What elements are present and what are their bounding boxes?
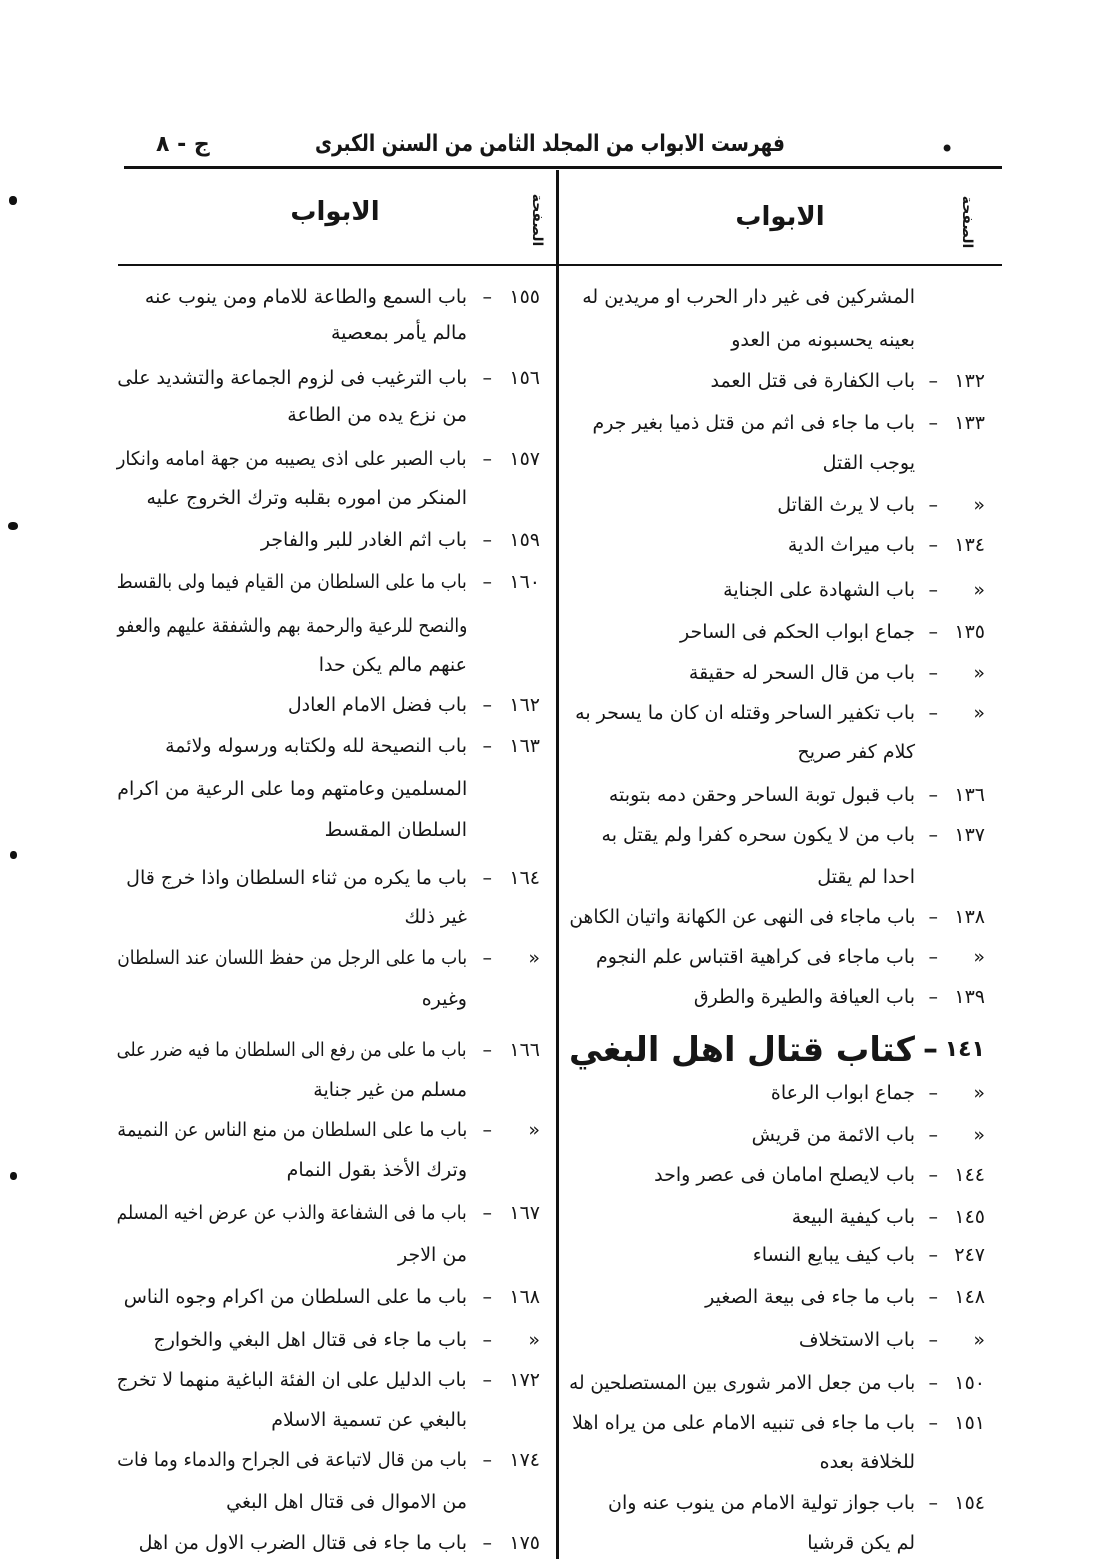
entry-title: مسلم من غير جناية	[313, 1079, 467, 1101]
page-number: ١٣٥	[954, 621, 985, 643]
entry-dash: –	[928, 702, 938, 724]
page-number: ١٥٧	[509, 448, 540, 470]
entry-title: باب تكفير الساحر وقتله ان كان ما يسحر به	[575, 702, 915, 724]
column-heading-left: الابواب	[290, 197, 380, 227]
entry-title: باب ميراث الدية	[787, 534, 915, 556]
entry-dash: –	[482, 529, 492, 551]
entry-dash: –	[928, 824, 938, 846]
same-page-mark: «	[973, 494, 985, 516]
entry-title: باب ما جاء فى بيعة الصغير	[705, 1286, 915, 1308]
continuation-row	[100, 1405, 555, 1435]
entry-dash: –	[482, 1119, 492, 1141]
continuation-row	[100, 318, 555, 348]
chapter-row	[100, 1035, 555, 1065]
entry-title: باب كيفية البيعة	[791, 1206, 915, 1228]
entry-dash: –	[482, 1532, 492, 1554]
entry-title: يوجب القتل	[822, 452, 915, 474]
entry-title: عنهم مالم يكن حدا	[318, 654, 467, 676]
entry-title: باب الكفارة فى قتل العمد	[710, 370, 915, 392]
page-number: ١٥١	[954, 1412, 985, 1434]
header-bullet: •	[940, 135, 955, 163]
page-number: ١٦٨	[509, 1286, 540, 1308]
entry-dash: –	[928, 370, 938, 392]
entry-title: باب ما جاء فى قتال الضرب الاول من اهل	[138, 1532, 467, 1554]
chapter-row	[100, 1445, 555, 1475]
page-title: فهرست الابواب من المجلد الثامن من السنن الكبرى	[315, 131, 786, 157]
entry-dash: –	[482, 1449, 492, 1471]
entry-dash: –	[928, 1164, 938, 1186]
margin-mark	[8, 522, 18, 530]
chapter-row	[100, 863, 555, 893]
entry-title: المنكر من اموره بقلبه وترك الخروج عليه	[146, 487, 467, 509]
chapter-row	[558, 1282, 1004, 1312]
margin-mark	[9, 196, 17, 205]
entry-title: باب فضل الامام العادل	[287, 694, 467, 716]
entry-title: باب لايصلح امامان فى عصر واحد	[654, 1164, 915, 1186]
entry-dash: –	[482, 867, 492, 889]
page-number: ١٣٣	[954, 412, 985, 434]
book-title: كتاب قتال اهل البغي	[568, 1030, 915, 1070]
chapter-row	[558, 530, 1004, 560]
entry-title: باب جواز تولية الامام من ينوب عنه وان	[608, 1492, 915, 1514]
continuation-row	[100, 774, 555, 804]
page-number: ١٣٧	[954, 824, 985, 846]
entry-dash: –	[928, 1372, 938, 1394]
entry-title: باب ما جاء فى اثم من قتل ذميا بغير جرم	[592, 412, 915, 434]
entry-title: بعينه يحسبونه من العدو	[731, 329, 915, 351]
entry-title: باب من قال السحر له حقيقة	[688, 662, 915, 684]
page-number: ١٤١	[944, 1037, 985, 1062]
entry-title: باب السمع والطاعة للامام ومن ينوب عنه	[144, 286, 467, 308]
page-column-label-right: الصفحة	[959, 195, 975, 249]
same-page-mark: «	[528, 947, 540, 969]
continuation-row	[558, 282, 1004, 312]
entry-title: السلطان المقسط	[324, 819, 467, 841]
chapter-row	[558, 1202, 1004, 1232]
entry-dash: –	[928, 662, 938, 684]
chapter-row	[558, 820, 1004, 850]
page-number: ٢٤٧	[954, 1244, 985, 1266]
margin-mark	[10, 1172, 17, 1180]
chapter-row	[100, 943, 555, 973]
entry-dash: –	[928, 621, 938, 643]
entry-dash: –	[928, 1082, 938, 1104]
page-number: ١٣٨	[954, 906, 985, 928]
chapter-row	[100, 1325, 555, 1355]
entry-title: باب ما على السلطان من منع الناس عن النميمة	[116, 1119, 467, 1141]
continuation-row	[100, 611, 555, 641]
continuation-row	[558, 448, 1004, 478]
index-column-left	[100, 0, 555, 1559]
chapter-row	[558, 617, 1004, 647]
page-number: ١٦٣	[509, 735, 540, 757]
continuation-row	[100, 400, 555, 430]
entry-dash: –	[482, 1369, 492, 1391]
entry-title: باب الصبر على اذى يصيبه من جهة امامه وانكار	[117, 448, 467, 470]
entry-dash: –	[482, 367, 492, 389]
same-page-mark: «	[973, 1124, 985, 1146]
continuation-row	[100, 1075, 555, 1105]
page-number: ١٣٦	[954, 784, 985, 806]
page-number: ١٦٤	[509, 867, 540, 889]
same-page-mark: «	[973, 1329, 985, 1351]
entry-title: مالم يأمر بمعصية	[330, 322, 467, 344]
entry-dash: –	[928, 946, 938, 968]
entry-title: بالبغي عن تسمية الاسلام	[271, 1409, 467, 1431]
entry-title: باب ما فى الشفاعة والذب عن عرض اخيه المسلم	[116, 1202, 467, 1224]
chapter-row	[558, 1240, 1004, 1270]
entry-title: من الاموال فى قتال اهل البغي	[226, 1491, 467, 1513]
continuation-row	[100, 902, 555, 932]
continuation-row	[558, 1447, 1004, 1477]
entry-title: للخلافة بعده	[819, 1451, 915, 1473]
column-heading-right: الابواب	[735, 202, 825, 232]
entry-title: المسلمين وعامتهم وما على الرعية من اكرام	[117, 778, 467, 800]
page-number: ١٥٤	[954, 1492, 985, 1514]
continuation-row	[558, 862, 1004, 892]
chapter-row	[100, 1365, 555, 1395]
entry-dash: –	[928, 1206, 938, 1228]
entry-title: باب ما على السلطان من القيام فيما ولى بالقسط	[116, 571, 467, 593]
continuation-row	[558, 1528, 1004, 1558]
book-heading-row	[558, 1025, 1004, 1075]
entry-dash: –	[928, 1286, 938, 1308]
entry-title: باب قبول توبة الساحر وحقن دمه بتوبته	[608, 784, 915, 806]
entry-title: لم يكن قرشيا	[807, 1532, 915, 1554]
entry-title: باب الشهادة على الجناية	[723, 579, 915, 601]
continuation-row	[100, 1487, 555, 1517]
entry-dash: –	[482, 1039, 492, 1061]
entry-title: باب الدليل على ان الفئة الباغية منهما لا تخرج	[117, 1369, 467, 1391]
chapter-row	[100, 444, 555, 474]
entry-title: باب ما على من رفع الى السلطان ما فيه ضرر على	[117, 1039, 467, 1061]
same-page-mark: «	[973, 579, 985, 601]
entry-title: كلام كفر صريح	[797, 741, 915, 763]
entry-dash: –	[928, 1244, 938, 1266]
chapter-row	[100, 282, 555, 312]
entry-title: والنصح للرعية والرحمة بهم والشفقة عليهم والعفو	[117, 615, 467, 637]
margin-mark	[10, 851, 17, 859]
entry-dash: –	[482, 286, 492, 308]
entry-title: باب ما على السلطان من اكرام وجوه الناس	[123, 1286, 467, 1308]
chapter-row	[558, 982, 1004, 1012]
chapter-row	[100, 363, 555, 393]
entry-title: من نزع يده من الطاعة	[287, 404, 467, 426]
entry-dash: –	[928, 579, 938, 601]
chapter-row	[558, 1078, 1004, 1108]
entry-title: من الاجر	[397, 1244, 467, 1266]
entry-title: المشركين فى غير دار الحرب او مريدين له	[582, 286, 915, 308]
chapter-row	[558, 1160, 1004, 1190]
chapter-row	[100, 567, 555, 597]
entry-title: باب ماجاء فى كراهية اقتباس علم النجوم	[595, 946, 915, 968]
chapter-row	[100, 525, 555, 555]
chapter-row	[100, 1528, 555, 1558]
entry-title: جماع ابواب الحكم فى الساحر	[680, 621, 915, 643]
page-number: ١٣٩	[954, 986, 985, 1008]
entry-title: وغيره	[421, 988, 467, 1010]
entry-dash: –	[482, 1286, 492, 1308]
entry-title: وترك الأخذ بقول النمام	[286, 1159, 467, 1181]
chapter-row	[100, 1282, 555, 1312]
chapter-row	[558, 658, 1004, 688]
chapter-row	[558, 408, 1004, 438]
page-number: ١٥٩	[509, 529, 540, 551]
chapter-row	[100, 690, 555, 720]
continuation-row	[100, 815, 555, 845]
entry-dash: –	[482, 1329, 492, 1351]
continuation-row	[100, 984, 555, 1014]
page-number: ١٦٧	[509, 1202, 540, 1224]
page-number: ١٥٥	[509, 286, 540, 308]
page-number: ١٥٠	[954, 1372, 985, 1394]
continuation-row	[100, 1155, 555, 1185]
entry-dash: –	[928, 1492, 938, 1514]
chapter-row	[100, 1198, 555, 1228]
chapter-row	[558, 1408, 1004, 1438]
chapter-row	[558, 1120, 1004, 1150]
entry-title: جماع ابواب الرعاة	[770, 1082, 915, 1104]
entry-dash: –	[482, 947, 492, 969]
entry-title: باب من قال لاتباعة فى الجراح والدماء وما فات	[117, 1449, 467, 1471]
entry-dash: –	[923, 1032, 938, 1067]
entry-title: احدا لم يقتل	[817, 866, 915, 888]
entry-title: باب ماجاء فى النهى عن الكهانة واتيان الكاهن	[568, 906, 915, 928]
entry-dash: –	[482, 448, 492, 470]
entry-title: باب الترغيب فى لزوم الجماعة والتشديد على	[117, 367, 467, 389]
entry-title: باب ما جاء فى قتال اهل البغي والخوارج	[153, 1329, 467, 1351]
entry-title: باب الائمة من قريش	[751, 1124, 915, 1146]
continuation-row	[100, 483, 555, 513]
entry-title: باب من لا يكون سحره كفرا ولم يقتل به	[601, 824, 915, 846]
chapter-row	[558, 780, 1004, 810]
chapter-row	[558, 366, 1004, 396]
page-number: ١٣٤	[954, 534, 985, 556]
chapter-row	[100, 731, 555, 761]
entry-dash: –	[928, 412, 938, 434]
entry-dash: –	[928, 1329, 938, 1351]
same-page-mark: «	[973, 946, 985, 968]
page-number: ١٤٥	[954, 1206, 985, 1228]
index-column-right	[558, 0, 1004, 1559]
entry-title: غير ذلك	[404, 906, 467, 928]
page-number: ١٧٤	[509, 1449, 540, 1471]
continuation-row	[558, 325, 1004, 355]
entry-title: باب ما على الرجل من حفظ اللسان عند السلطان	[117, 947, 467, 969]
page-column-label-left: الصفحة	[529, 193, 545, 247]
chapter-row	[558, 698, 1004, 728]
entry-dash: –	[928, 784, 938, 806]
page-number: ١٦٦	[509, 1039, 540, 1061]
entry-title: باب من جعل الامر شورى بين المستصلحين له	[569, 1372, 915, 1394]
same-page-mark: «	[973, 702, 985, 724]
volume-number: ج - ٨	[156, 132, 210, 157]
page-number: ١٤٨	[954, 1286, 985, 1308]
entry-title: باب الاستخلاف	[798, 1329, 915, 1351]
continuation-row	[558, 737, 1004, 767]
page-number: ١٥٦	[509, 367, 540, 389]
entry-title: باب ما يكره من ثناء السلطان واذا خرج قال	[126, 867, 467, 889]
entry-title: باب كيف يبايع النساء	[752, 1244, 915, 1266]
entry-dash: –	[482, 571, 492, 593]
entry-title: باب النصيحة لله ولكتابه ورسوله ولائمة	[165, 735, 467, 757]
chapter-row	[558, 942, 1004, 972]
page-number: ١٦٢	[509, 694, 540, 716]
entry-title: باب العيافة والطيرة والطرق	[693, 986, 915, 1008]
entry-dash: –	[928, 1412, 938, 1434]
same-page-mark: «	[973, 1082, 985, 1104]
page-number: ١٤٤	[954, 1164, 985, 1186]
continuation-row	[100, 1240, 555, 1270]
chapter-row	[558, 1368, 1004, 1398]
entry-dash: –	[928, 986, 938, 1008]
entry-dash: –	[928, 534, 938, 556]
chapter-row	[558, 490, 1004, 520]
entry-dash: –	[928, 906, 938, 928]
page-number: ١٧٢	[509, 1369, 540, 1391]
same-page-mark: «	[528, 1329, 540, 1351]
entry-dash: –	[928, 1124, 938, 1146]
page-number: ١٧٥	[509, 1532, 540, 1554]
entry-dash: –	[482, 735, 492, 757]
continuation-row	[100, 650, 555, 680]
entry-dash: –	[482, 1202, 492, 1224]
entry-title: باب ما جاء فى تنبيه الامام على من يراه اهلا	[572, 1412, 915, 1434]
entry-dash: –	[482, 694, 492, 716]
chapter-row	[558, 1325, 1004, 1355]
same-page-mark: «	[973, 662, 985, 684]
entry-title: باب لا يرث القاتل	[777, 494, 915, 516]
page-number: ١٦٠	[509, 571, 540, 593]
entry-dash: –	[928, 494, 938, 516]
chapter-row	[558, 902, 1004, 932]
chapter-row	[558, 1488, 1004, 1518]
chapter-row	[100, 1115, 555, 1145]
same-page-mark: «	[528, 1119, 540, 1141]
page-number: ١٣٢	[954, 370, 985, 392]
chapter-row	[558, 575, 1004, 605]
entry-title: باب اثم الغادر للبر والفاجر	[260, 529, 467, 551]
